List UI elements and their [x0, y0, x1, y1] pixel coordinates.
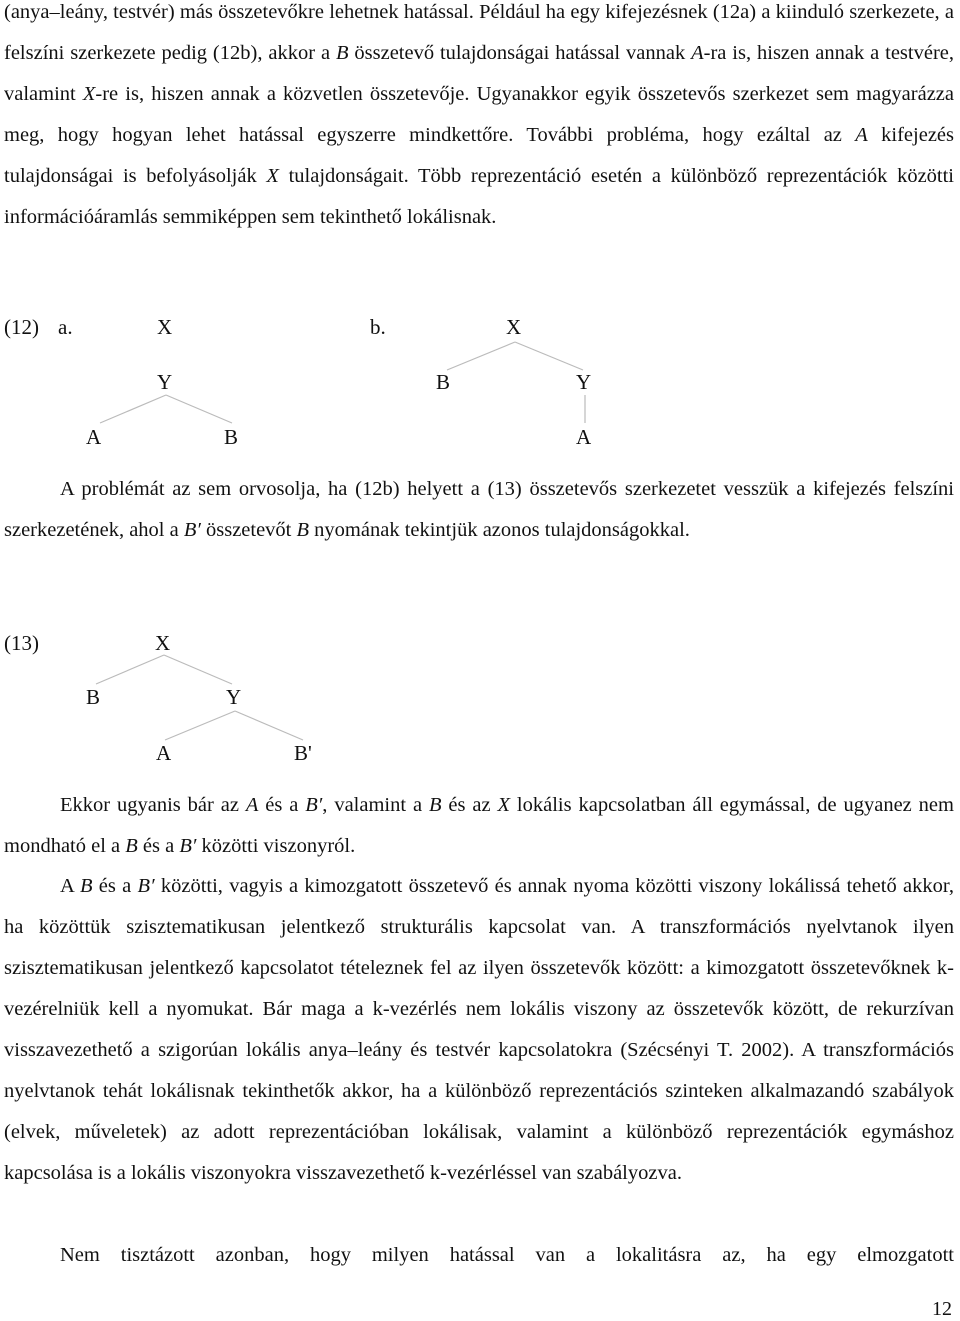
text-run: és a	[258, 794, 306, 816]
tree-node-b: B	[224, 425, 239, 449]
tree-node-y: Y	[157, 370, 173, 394]
text-run: közötti viszonyról.	[196, 835, 356, 857]
tree-node-b: B	[436, 370, 451, 394]
tree-node-a: A	[86, 425, 102, 449]
paragraph-3	[4, 785, 954, 867]
tree-node-y: Y	[226, 685, 242, 709]
tree-node-b: B	[86, 685, 101, 709]
example-number: (12)	[4, 315, 39, 339]
text-run: és az	[441, 794, 498, 816]
italic-symbol: B	[125, 835, 138, 857]
subexample-label-a: a.	[58, 315, 73, 339]
text-run: -re is, hiszen annak a közvetlen összetevője. Ugyanakkor egyik összetevős szerkezet sem magyarázza meg, hogy hogyan lehet hatással egyszerre mindkettőre. További probléma, hogy ezáltal az	[4, 83, 954, 146]
text-run: nyomának tekintjük azonos tulajdonságokkal.	[309, 519, 690, 541]
italic-symbol: A	[245, 794, 259, 816]
italic-symbol: B′	[305, 794, 323, 816]
tree-node-x: X	[155, 631, 171, 655]
subexample-label-b: b.	[370, 315, 386, 339]
italic-symbol: B′	[183, 519, 201, 541]
text-run: és a	[92, 875, 138, 897]
tree-node-y: Y	[576, 370, 592, 394]
tree-node-b-prime: B'	[294, 741, 312, 765]
italic-symbol: X	[497, 794, 511, 816]
text-run: összetevő tulajdonságai hatással vannak	[348, 42, 692, 64]
text-run: és a	[137, 835, 180, 857]
text-run: közötti, vagyis a kimozgatott összetevő és annak nyoma közötti viszony lokálissá tehető akkor, ha közöttük szisztematikusan jelentkező strukturális kapcsolat van. A transzformációs nyelvtanok ilyen szisztematikusan jelentkező kapcsolatot tételeznek fel az ilyen összetevők között: a kimozgatott összetevőknek k-vezérelniük kell a nyomukat. Bár maga a k-vezérlés nem lokális viszony az összetevők között, de rekurzívan visszavezethető a szigorúan lokális anya–leány és testvér kapcsolatokra (Szécsényi T. 2002). A transzformációs nyelvtanok tehát lokálisnak tekinthetők akkor, ha a különböző reprezentációs szinteken alkalmazandó szabályok (elvek, műveletek) az adott reprezentációban lokálisak, valamint a különböző reprezentációk egymáshoz kapcsolása is a lokális viszonyokra visszavezethető k-vezérléssel van szabályozva.	[4, 875, 954, 1184]
tree-node-x: X	[506, 315, 522, 339]
text-run: -ra is, hiszen annak a testvére, valamint	[4, 42, 954, 105]
italic-symbol: X	[266, 165, 279, 187]
text-run: kifejezés tulajdonságai is befolyásolják	[4, 124, 954, 187]
italic-symbol: A	[855, 124, 868, 146]
text-run: (anya–leány, testvér) más összetevőkre lehetnek hatással. Például ha egy kifejezésnek (12a) a kiinduló szerkezete, a felszíni szerkezete pedig (12b), akkor a	[4, 1, 954, 64]
italic-symbol: B	[296, 519, 310, 541]
text-run: összetevőt	[200, 519, 297, 541]
tree-node-a: A	[576, 425, 592, 449]
text-run: A problémát az sem orvosolja, ha (12b) helyett a (13) összetevős szerkezetet vesszük a kifejezés felszíni szerkezetének, ahol a	[4, 478, 954, 541]
italic-symbol: A	[691, 42, 704, 64]
tree-edge	[165, 711, 235, 740]
italic-symbol: B	[79, 875, 93, 897]
text-run: A	[60, 875, 80, 897]
text-run: lokális kapcsolatban áll egymással, de ugyanez nem mondható el a	[4, 794, 954, 857]
italic-symbol: X	[82, 83, 96, 105]
italic-symbol: B	[335, 42, 349, 64]
italic-symbol: B′	[137, 875, 155, 897]
tree-edge	[96, 655, 164, 684]
page-number: 12	[932, 1298, 952, 1320]
italic-symbol: B	[428, 794, 442, 816]
tree-node-a: A	[156, 741, 172, 765]
tree-edge	[164, 655, 232, 684]
example-number: (13)	[4, 631, 39, 655]
text-run: tulajdonságait. Több reprezentáció esetén a különböző reprezentációk közötti információáramlás semmiképpen sem tekinthető lokálisnak.	[4, 165, 955, 228]
paragraph-4	[4, 866, 954, 1194]
paragraph-5	[4, 1235, 954, 1276]
tree-edge	[235, 711, 303, 740]
text-run: Nem tisztázott azonban, hogy milyen hatással van a lokalitásra az, ha egy elmozgatott	[60, 1244, 954, 1266]
tree-node-x: X	[157, 315, 173, 339]
italic-symbol: B′	[179, 835, 197, 857]
text-run: Ekkor ugyanis bár az	[60, 794, 246, 816]
text-run: , valamint a	[322, 794, 429, 816]
